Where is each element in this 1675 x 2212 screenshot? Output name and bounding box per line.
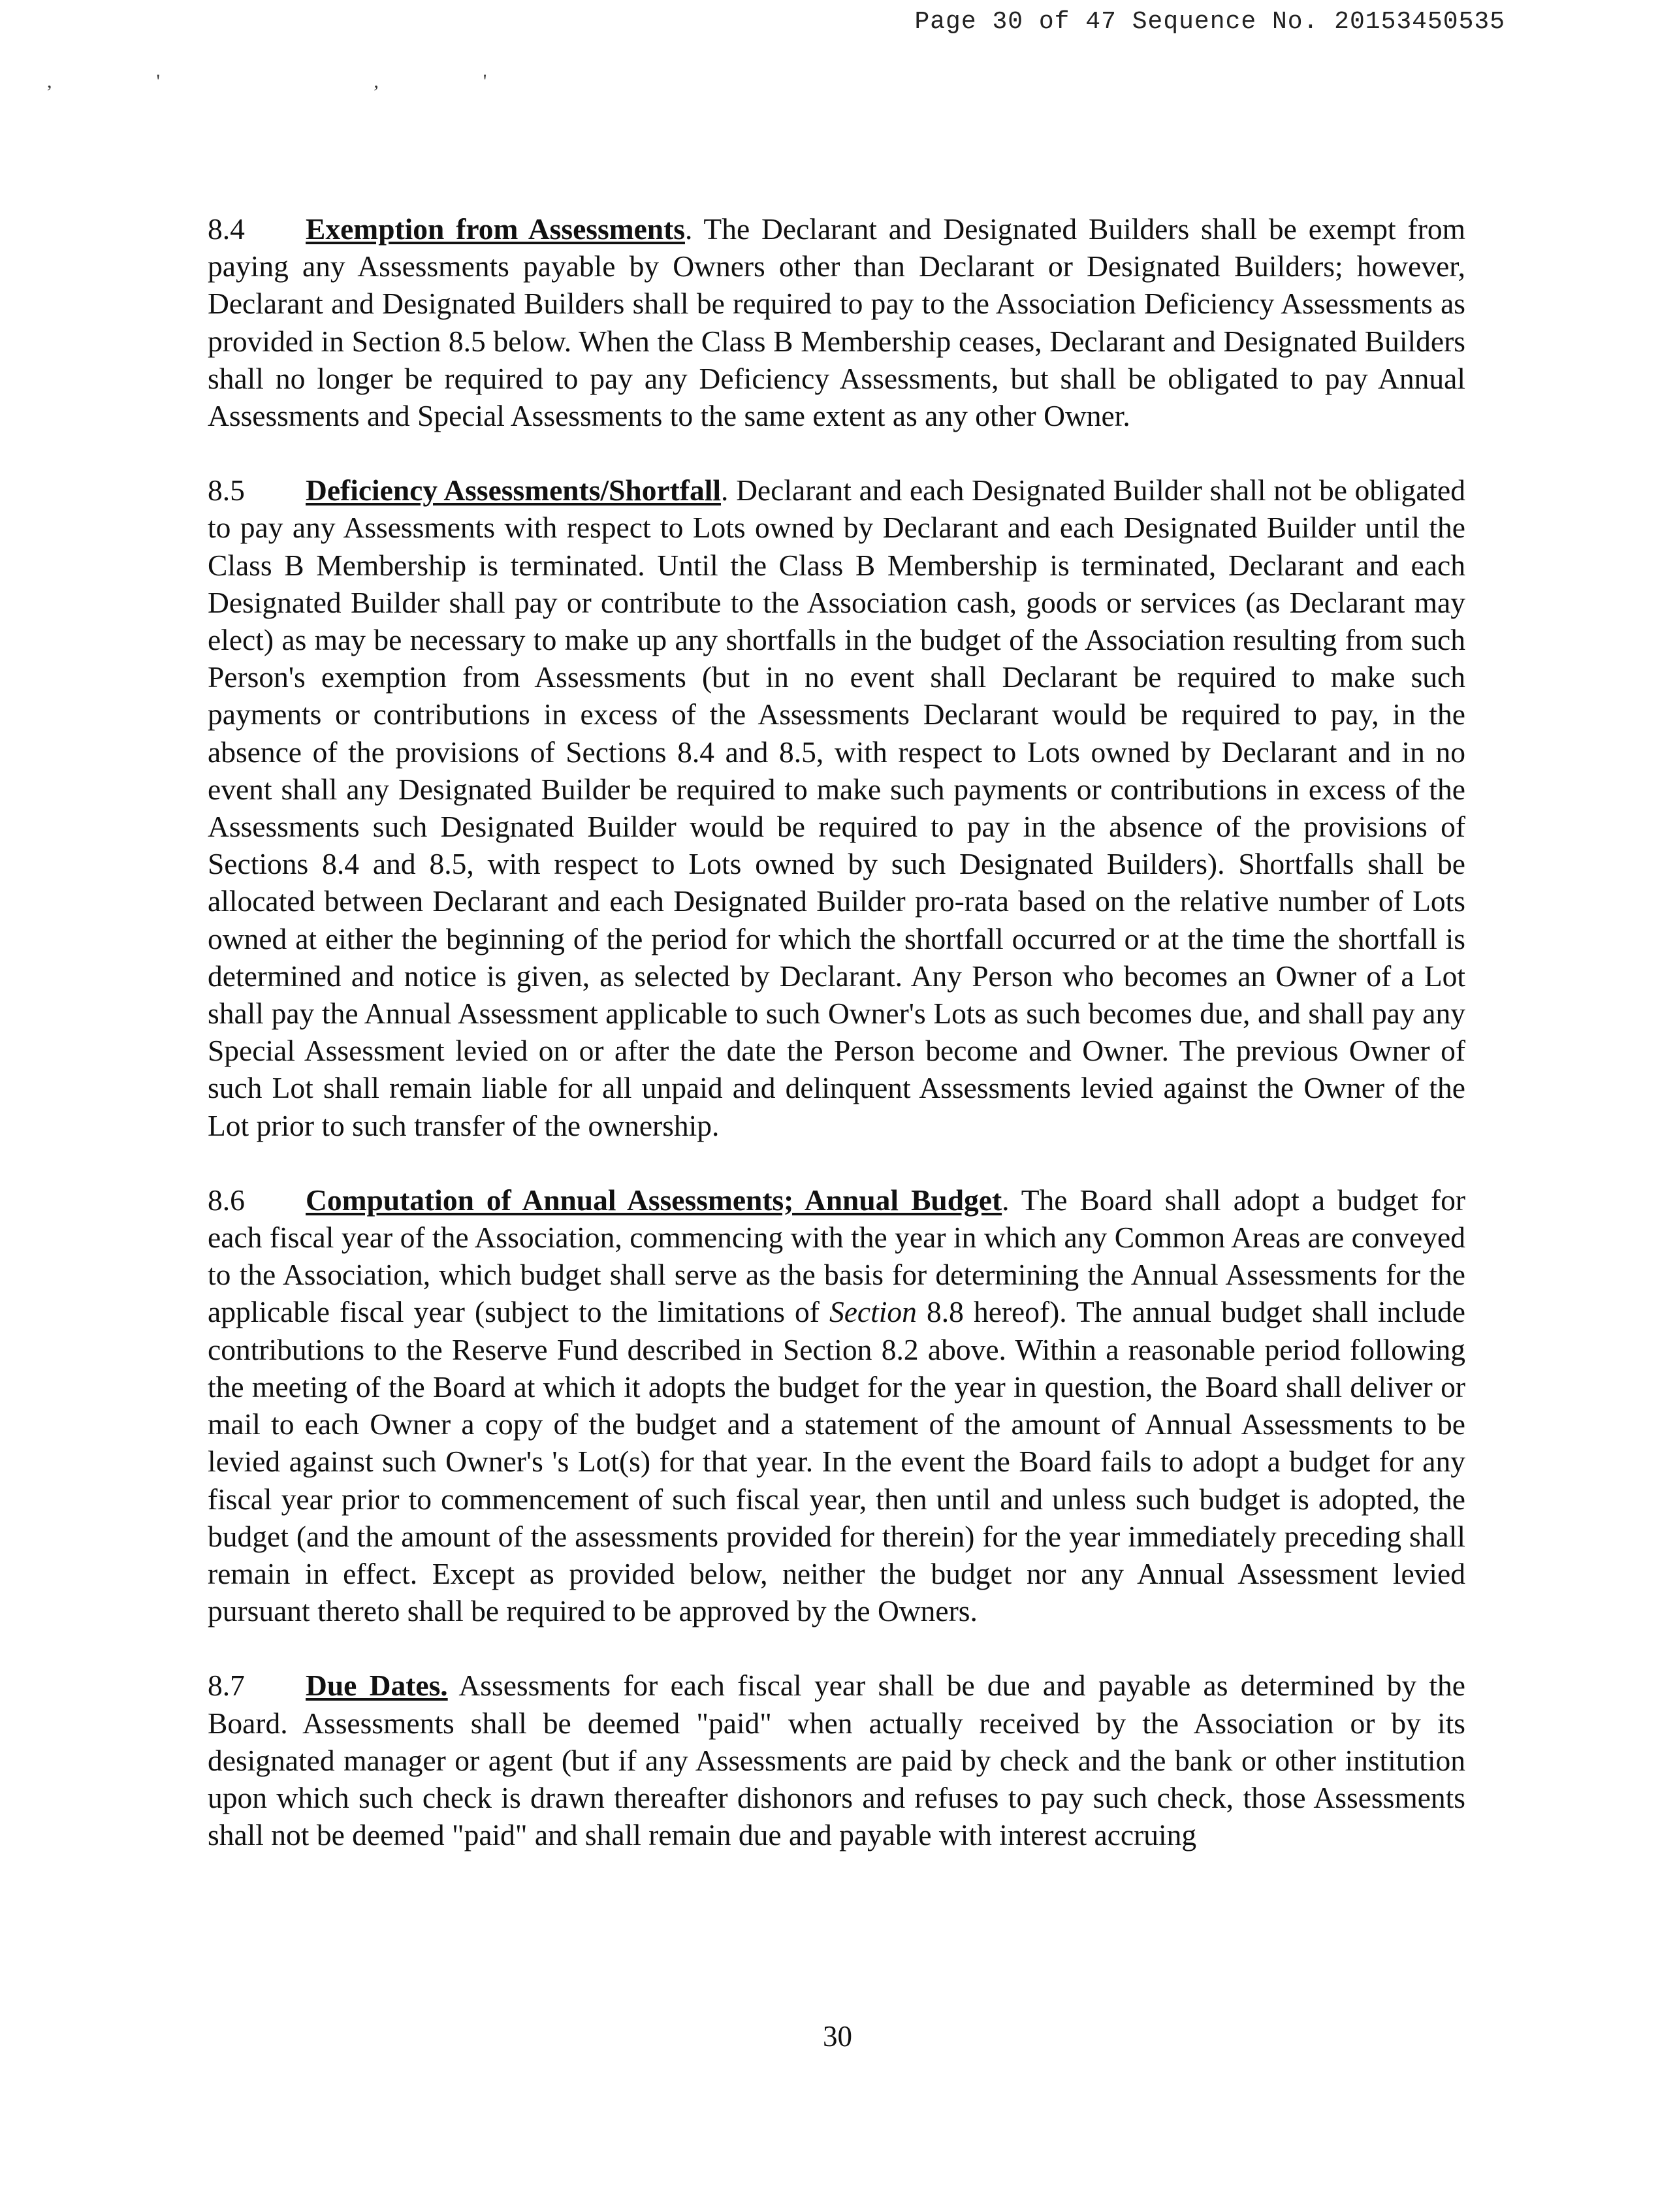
section-heading: Deficiency Assessments/Shortfall xyxy=(306,473,721,507)
page-number: 30 xyxy=(823,2020,852,2053)
section-heading: Due Dates. xyxy=(306,1669,448,1703)
section-8-7 xyxy=(208,1667,1465,1853)
section-body: . Declarant and each Designated Builder shall not be obligated to pay any Assessments with respect to Lots owned by Declarant and each Designated Builder until the Class B Membership is terminated. Until the Class B Membership is terminated, Declarant and each Designated Builder shall pay or contribute to the Association cash, goods or services (as Declarant may elect) as may be necessary to make up any shortfalls in the budget of the Association resulting from such Person's exemption from Assessments (but in no event shall Declarant be required to make such payments or contributions in excess of the Assessments Declarant would be required to pay, in the absence of the provisions of Sections 8.4 and 8.5, with respect to Lots owned by Declarant and in no event shall any Designated Builder be required to make such payments or contributions in excess of the Assessments such Designated Builder would be required to pay in the absence of the provisions of Sections 8.4 and 8.5, with respect to Lots owned by such Designated Builders). Shortfalls shall be allocated between Declarant and each Designated Builder pro-rata based on the relative number of Lots owned at either the beginning of the period for which the shortfall occurred or at the time the shortfall is determined and notice is given, as selected by Declarant. Any Person who becomes an Owner of a Lot shall pay the Annual Assessment applicable to such Owner's Lots as such becomes due, and shall pay any Special Assessment levied on or after the date the Person become and Owner. The previous Owner of such Lot shall remain liable for all unpaid and delinquent Assessments levied against the Owner of the Lot prior to such transfer of the ownership. xyxy=(208,473,1465,1142)
document-body xyxy=(208,210,1465,1891)
scan-marks: ,' ,' xyxy=(47,71,592,92)
section-number: 8.6 xyxy=(208,1183,245,1217)
section-body: Assessments for each fiscal year shall be due and payable as determined by the Board. Assessments shall be deemed "paid" when actually received by the Association or by its designated manager or agent (but if any Assessments are paid by check and the bank or other institution upon which such check is drawn thereafter dishonors and refuses to pay such check, those Assessments shall not be deemed "paid" and shall remain due and payable with interest accruing xyxy=(208,1669,1465,1852)
section-8-5 xyxy=(208,472,1465,1144)
section-body-continued: 8.8 hereof). The annual budget shall include contributions to the Reserve Fund described in Section 8.2 above. Within a reasonable period following the meeting of the Board at which it adopts the budget for the year in question, the Board shall deliver or mail to each Owner a copy of the budget and a statement of the amount of Annual Assessments to be levied against such Owner's 's Lot(s) for that year. In the event the Board fails to adopt a budget for any fiscal year prior to commencement of such fiscal year, then until and unless such budget is adopted, the budget (and the amount of the assessments provided for therein) for the year immediately preceding shall remain in effect. Except as provided below, neither the budget nor any Annual Assessment levied pursuant thereto shall be required to be approved by the Owners. xyxy=(208,1295,1465,1628)
section-number: 8.7 xyxy=(208,1669,245,1703)
section-body: . The Declarant and Designated Builders shall be exempt from paying any Assessments payable by Owners other than Declarant or Designated Builders; however, Declarant and Designated Builders shall be required to pay to the Association Deficiency Assessments as provided in Section 8.5 below. When the Class B Membership ceases, Declarant and Designated Builders shall no longer be required to pay any Deficiency Assessments, but shall be obligated to pay Annual Assessments and Special Assessments to the same extent as any other Owner. xyxy=(208,212,1465,433)
section-body: . The Board shall adopt a budget for each fiscal year of the Association, commencing with the year in which any Common Areas are conveyed to the Association, which budget shall serve as the basis for determining the Annual Assessments for the applicable fiscal year (subject to the limitations of xyxy=(208,1183,1466,1329)
section-8-4 xyxy=(208,210,1465,434)
section-body-italic: Section xyxy=(829,1295,917,1329)
section-number: 8.4 xyxy=(208,212,245,246)
section-number: 8.5 xyxy=(208,473,245,507)
section-heading: Exemption from Assessments xyxy=(306,212,685,246)
section-8-6 xyxy=(208,1181,1465,1629)
section-heading: Computation of Annual Assessments; Annual Budget xyxy=(306,1183,1002,1217)
page-header: Page 30 of 47 Sequence No. 20153450535 xyxy=(914,8,1505,36)
